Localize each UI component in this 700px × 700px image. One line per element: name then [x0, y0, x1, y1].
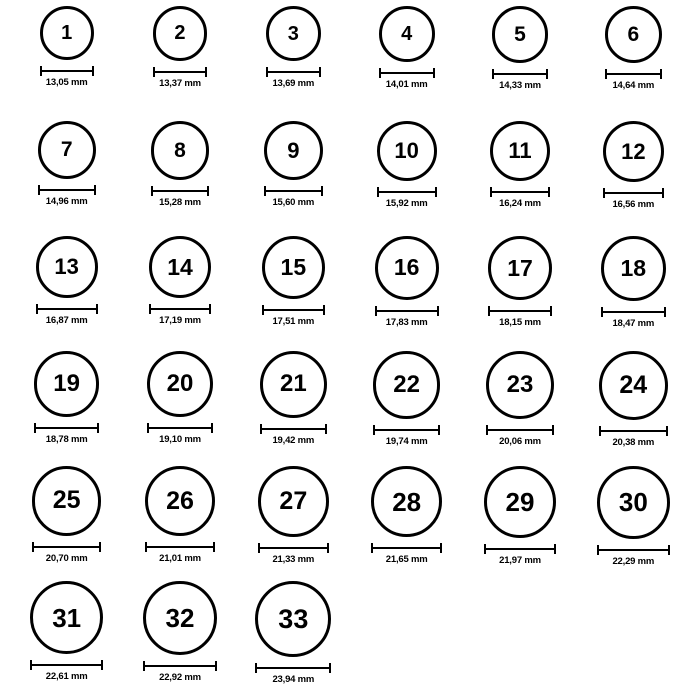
- ring-size-label: 1: [61, 22, 73, 44]
- measure-cap-right: [319, 67, 321, 77]
- ring-size-cell: [237, 236, 350, 351]
- measure-line: [151, 190, 210, 192]
- measure-line: [145, 546, 215, 548]
- measure-line: [255, 667, 331, 669]
- ring-circle: [260, 351, 327, 418]
- diameter-measure-bar: [484, 544, 556, 553]
- ring-size-label: 33: [278, 603, 309, 634]
- ring-size-cell: [577, 351, 690, 466]
- diameter-value-label: 21,33 mm: [272, 553, 315, 565]
- measure-line: [599, 430, 668, 432]
- diameter-measure-bar: [147, 423, 213, 432]
- measure-cap-right: [435, 187, 437, 197]
- measure-cap-right: [94, 185, 96, 195]
- ring-circle: [601, 236, 666, 301]
- measure-cap-right: [660, 69, 662, 79]
- ring-size-label: 4: [401, 22, 413, 45]
- measure-cap-right: [101, 660, 103, 670]
- ring-size-cell: [123, 121, 236, 236]
- ring-size-cell: [123, 236, 236, 351]
- measure-cap-right: [211, 423, 213, 433]
- measure-cap-right: [327, 543, 329, 553]
- ring-circle: [492, 6, 549, 63]
- measure-line: [375, 310, 439, 312]
- ring-circle: [371, 466, 442, 537]
- diameter-value-label: 23,94 mm: [272, 674, 315, 685]
- ring-size-cell: [237, 351, 350, 466]
- diameter-value-label: 21,65 mm: [385, 554, 428, 566]
- ring-size-cell: [10, 6, 123, 121]
- diameter-measure-bar: [377, 187, 437, 196]
- diameter-value-label: 19,10 mm: [159, 434, 201, 446]
- measure-line: [484, 548, 556, 550]
- diameter-value-label: 20,38 mm: [612, 436, 655, 448]
- diameter-measure-bar: [153, 67, 208, 76]
- diameter-value-label: 19,42 mm: [272, 434, 315, 446]
- ring-size-label: 24: [619, 370, 648, 399]
- diameter-value-label: 17,83 mm: [385, 316, 428, 328]
- measure-line: [149, 308, 211, 310]
- diameter-value-label: 18,47 mm: [612, 317, 655, 329]
- diameter-value-label: 22,92 mm: [159, 671, 201, 683]
- ring-size-label: 12: [621, 138, 646, 164]
- ring-size-label: 25: [52, 486, 81, 515]
- ring-size-label: 18: [620, 254, 647, 281]
- measure-cap-right: [440, 543, 442, 553]
- ring-size-cell: [123, 6, 236, 121]
- ring-circle: [38, 121, 96, 179]
- ring-circle: [379, 6, 435, 62]
- diameter-measure-bar: [603, 188, 664, 197]
- ring-size-cell: [10, 466, 123, 581]
- measure-line: [260, 428, 327, 430]
- diameter-value-label: 14,96 mm: [45, 195, 88, 207]
- measure-cap-right: [207, 186, 209, 196]
- measure-cap-right: [668, 545, 670, 555]
- ring-circle: [375, 236, 439, 300]
- diameter-measure-bar: [34, 423, 100, 432]
- ring-circle: [151, 121, 210, 180]
- measure-cap-right: [666, 426, 668, 436]
- ring-size-cell: [123, 351, 236, 466]
- measure-cap-right: [205, 67, 207, 77]
- diameter-measure-bar: [492, 69, 549, 78]
- measure-cap-right: [323, 305, 325, 315]
- ring-size-label: 19: [53, 369, 80, 397]
- diameter-value-label: 22,29 mm: [612, 555, 655, 567]
- diameter-value-label: 15,92 mm: [385, 197, 428, 209]
- ring-size-label: 26: [166, 486, 194, 515]
- measure-line: [258, 547, 329, 549]
- ring-circle: [266, 6, 321, 61]
- measure-line: [266, 71, 321, 73]
- measure-cap-right: [550, 306, 552, 316]
- measure-cap-right: [99, 542, 101, 552]
- measure-cap-right: [548, 187, 550, 197]
- ring-size-cell: [10, 121, 123, 236]
- diameter-measure-bar: [597, 545, 670, 554]
- ring-size-label: 3: [287, 22, 299, 45]
- measure-line: [264, 190, 323, 192]
- ring-size-cell: [237, 466, 350, 581]
- measure-line: [147, 427, 213, 429]
- measure-cap-right: [437, 306, 439, 316]
- diameter-value-label: 13,69 mm: [272, 78, 315, 90]
- ring-circle: [490, 121, 550, 181]
- ring-size-label: 23: [506, 371, 534, 399]
- measure-cap-right: [329, 663, 331, 673]
- diameter-measure-bar: [601, 307, 666, 316]
- measure-cap-right: [664, 307, 666, 317]
- diameter-value-label: 14,01 mm: [385, 78, 428, 90]
- diameter-measure-bar: [30, 660, 103, 669]
- ring-size-label: 10: [394, 137, 419, 163]
- measure-line: [377, 191, 437, 193]
- ring-circle: [258, 466, 329, 537]
- measure-line: [603, 192, 664, 194]
- measure-line: [373, 429, 441, 431]
- ring-size-label: 11: [508, 138, 532, 164]
- measure-line: [605, 73, 662, 75]
- measure-line: [153, 71, 208, 73]
- ring-circle: [255, 581, 331, 657]
- ring-size-cell: [237, 6, 350, 121]
- ring-size-cell: [577, 6, 690, 121]
- measure-line: [601, 311, 666, 313]
- measure-line: [143, 665, 217, 667]
- diameter-measure-bar: [151, 186, 210, 195]
- ring-size-label: 8: [174, 138, 186, 162]
- measure-line: [379, 72, 435, 74]
- diameter-value-label: 14,33 mm: [499, 79, 541, 91]
- ring-size-label: 21: [279, 370, 307, 398]
- diameter-measure-bar: [260, 424, 327, 433]
- ring-size-label: 14: [167, 253, 193, 280]
- diameter-measure-bar: [605, 69, 662, 78]
- measure-line: [30, 664, 103, 666]
- diameter-value-label: 13,05 mm: [45, 77, 88, 88]
- ring-circle: [603, 121, 664, 182]
- diameter-measure-bar: [32, 542, 102, 551]
- ring-size-cell: [463, 466, 576, 581]
- ring-size-label: 31: [52, 602, 82, 633]
- diameter-value-label: 16,24 mm: [499, 198, 541, 210]
- ring-circle: [597, 466, 670, 539]
- diameter-measure-bar: [266, 67, 321, 76]
- ring-circle: [145, 466, 215, 536]
- diameter-value-label: 13,37 mm: [159, 77, 201, 89]
- ring-size-label: 13: [54, 253, 79, 279]
- ring-size-cell: [10, 351, 123, 466]
- ring-size-label: 27: [279, 486, 308, 515]
- diameter-value-label: 22,61 mm: [45, 671, 88, 683]
- measure-line: [486, 429, 554, 431]
- measure-cap-right: [209, 304, 211, 314]
- diameter-value-label: 17,51 mm: [272, 316, 315, 327]
- measure-cap-right: [213, 542, 215, 552]
- diameter-value-label: 21,01 mm: [159, 553, 201, 565]
- ring-size-label: 20: [166, 370, 194, 398]
- ring-circle: [486, 351, 554, 419]
- diameter-measure-bar: [486, 425, 554, 434]
- diameter-measure-bar: [264, 186, 323, 195]
- ring-size-cell: [577, 121, 690, 236]
- diameter-measure-bar: [258, 543, 329, 552]
- ring-circle: [34, 351, 100, 417]
- diameter-value-label: 15,28 mm: [159, 196, 201, 208]
- diameter-value-label: 14,64 mm: [612, 80, 655, 92]
- ring-circle: [153, 6, 208, 61]
- ring-size-cell: [350, 121, 463, 236]
- measure-line: [597, 549, 670, 551]
- ring-size-label: 28: [392, 486, 422, 517]
- diameter-value-label: 17,19 mm: [159, 315, 201, 327]
- diameter-value-label: 21,97 mm: [499, 555, 541, 566]
- diameter-measure-bar: [38, 185, 96, 194]
- measure-cap-right: [433, 68, 435, 78]
- ring-circle: [30, 581, 103, 654]
- ring-size-cell: [123, 581, 236, 696]
- diameter-measure-bar: [599, 426, 668, 435]
- ring-size-label: 30: [618, 487, 648, 518]
- ring-size-cell: [10, 581, 123, 696]
- ring-size-cell: [463, 236, 576, 351]
- ring-circle: [599, 351, 668, 420]
- measure-cap-right: [552, 425, 554, 435]
- ring-size-label: 29: [505, 487, 535, 517]
- ring-size-cell: [123, 466, 236, 581]
- ring-size-cell: [463, 6, 576, 121]
- diameter-measure-bar: [145, 542, 215, 551]
- ring-circle: [488, 236, 552, 300]
- ring-circle: [264, 121, 323, 180]
- measure-cap-right: [438, 425, 440, 435]
- measure-cap-right: [97, 423, 99, 433]
- ring-size-cell: [577, 466, 690, 581]
- measure-line: [38, 189, 96, 191]
- diameter-value-label: 20,70 mm: [45, 552, 88, 564]
- measure-cap-right: [546, 69, 548, 79]
- diameter-value-label: 18,15 mm: [499, 317, 541, 329]
- ring-size-label: 16: [393, 254, 420, 281]
- measure-line: [36, 308, 98, 310]
- diameter-measure-bar: [262, 305, 325, 314]
- ring-size-cell: [237, 121, 350, 236]
- diameter-value-label: 15,60 mm: [272, 197, 315, 209]
- measure-cap-right: [554, 544, 556, 554]
- measure-cap-right: [321, 186, 323, 196]
- measure-line: [492, 73, 549, 75]
- diameter-measure-bar: [255, 663, 331, 672]
- diameter-measure-bar: [40, 66, 94, 75]
- diameter-measure-bar: [36, 304, 98, 313]
- measure-cap-right: [96, 304, 98, 314]
- ring-size-cell: [237, 581, 350, 696]
- ring-size-cell: [577, 236, 690, 351]
- diameter-measure-bar: [143, 661, 217, 670]
- diameter-value-label: 19,74 mm: [385, 435, 428, 447]
- ring-size-label: 2: [174, 22, 186, 45]
- measure-line: [262, 309, 325, 311]
- measure-line: [40, 70, 94, 72]
- ring-circle: [147, 351, 213, 417]
- measure-cap-right: [92, 66, 94, 76]
- ring-size-label: 17: [507, 254, 533, 281]
- measure-line: [371, 547, 442, 549]
- ring-size-cell: [350, 351, 463, 466]
- diameter-measure-bar: [371, 543, 442, 552]
- ring-size-cell: [350, 6, 463, 121]
- diameter-measure-bar: [490, 187, 550, 196]
- diameter-value-label: 20,06 mm: [499, 436, 541, 448]
- measure-cap-right: [215, 661, 217, 671]
- diameter-value-label: 16,56 mm: [612, 199, 655, 211]
- diameter-value-label: 18,78 mm: [45, 433, 88, 445]
- ring-size-cell: [350, 466, 463, 581]
- diameter-measure-bar: [373, 425, 441, 434]
- measure-line: [488, 310, 552, 312]
- ring-size-label: 32: [165, 602, 195, 633]
- ring-size-cell: [10, 236, 123, 351]
- ring-size-label: 7: [60, 138, 73, 162]
- measure-line: [490, 191, 550, 193]
- measure-cap-right: [325, 424, 327, 434]
- diameter-measure-bar: [149, 304, 211, 313]
- measure-line: [32, 546, 102, 548]
- ring-circle: [32, 466, 102, 536]
- ring-size-cell: [463, 351, 576, 466]
- ring-size-label: 5: [514, 22, 526, 46]
- ring-circle: [36, 236, 98, 298]
- ring-circle: [605, 6, 662, 63]
- ring-size-cell: [350, 236, 463, 351]
- ring-circle: [149, 236, 211, 298]
- measure-cap-right: [662, 188, 664, 198]
- ring-size-label: 6: [627, 23, 640, 47]
- ring-circle: [143, 581, 217, 655]
- measure-line: [34, 427, 100, 429]
- ring-circle: [262, 236, 325, 299]
- ring-circle: [484, 466, 556, 538]
- ring-size-label: 15: [280, 254, 307, 280]
- diameter-measure-bar: [375, 306, 439, 315]
- ring-circle: [40, 6, 94, 60]
- ring-circle: [373, 351, 441, 419]
- ring-size-cell: [463, 121, 576, 236]
- diameter-value-label: 16,87 mm: [45, 314, 88, 326]
- ring-size-label: 9: [287, 137, 300, 163]
- ring-circle: [377, 121, 437, 181]
- diameter-measure-bar: [379, 68, 435, 77]
- ring-size-label: 22: [393, 370, 420, 398]
- diameter-measure-bar: [488, 306, 552, 315]
